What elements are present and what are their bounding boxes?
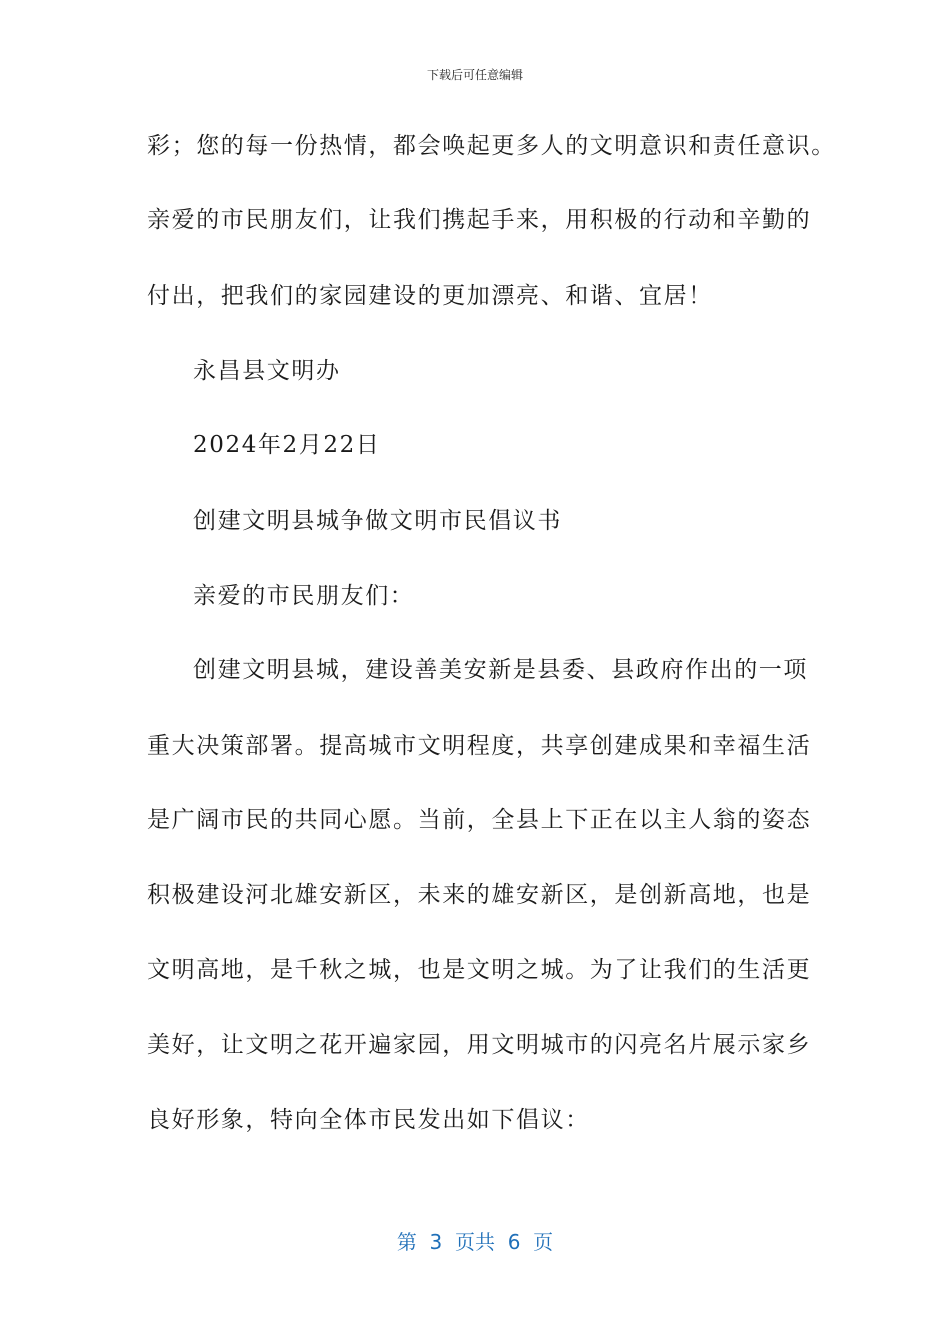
- signature-org: 永昌县文明办: [193, 358, 341, 384]
- body-line: 积极建设河北雄安新区，未来的雄安新区，是创新高地，也是: [147, 882, 812, 908]
- page-header: 下载后可任意编辑: [426, 68, 523, 82]
- body-line: 重大决策部署。提高城市文明程度，共享创建成果和幸福生活: [147, 733, 812, 759]
- body-line: 付出，把我们的家园建设的更加漂亮、和谐、宜居！: [147, 283, 713, 309]
- section-title: 创建文明县城争做文明市民倡议书: [193, 508, 562, 534]
- salutation: 亲爱的市民朋友们：: [193, 583, 415, 609]
- body-line: 亲爱的市民朋友们，让我们携起手来，用积极的行动和辛勤的: [147, 207, 812, 233]
- body-line: 文明高地，是千秋之城，也是文明之城。为了让我们的生活更: [147, 957, 812, 983]
- signature-date: 2024年2月22日: [193, 432, 381, 458]
- body-line: 是广阔市民的共同心愿。当前，全县上下正在以主人翁的姿态: [147, 807, 812, 833]
- body-line: 创建文明县城，建设善美安新是县委、县政府作出的一项: [193, 657, 808, 683]
- body-line: 彩；您的每一份热情，都会唤起更多人的文明意识和责任意识。: [147, 133, 836, 159]
- page-number: 第 3 页共 6 页: [396, 1230, 554, 1254]
- body-line: 良好形象，特向全体市民发出如下倡议：: [147, 1107, 590, 1133]
- body-line: 美好，让文明之花开遍家园，用文明城市的闪亮名片展示家乡: [147, 1032, 812, 1058]
